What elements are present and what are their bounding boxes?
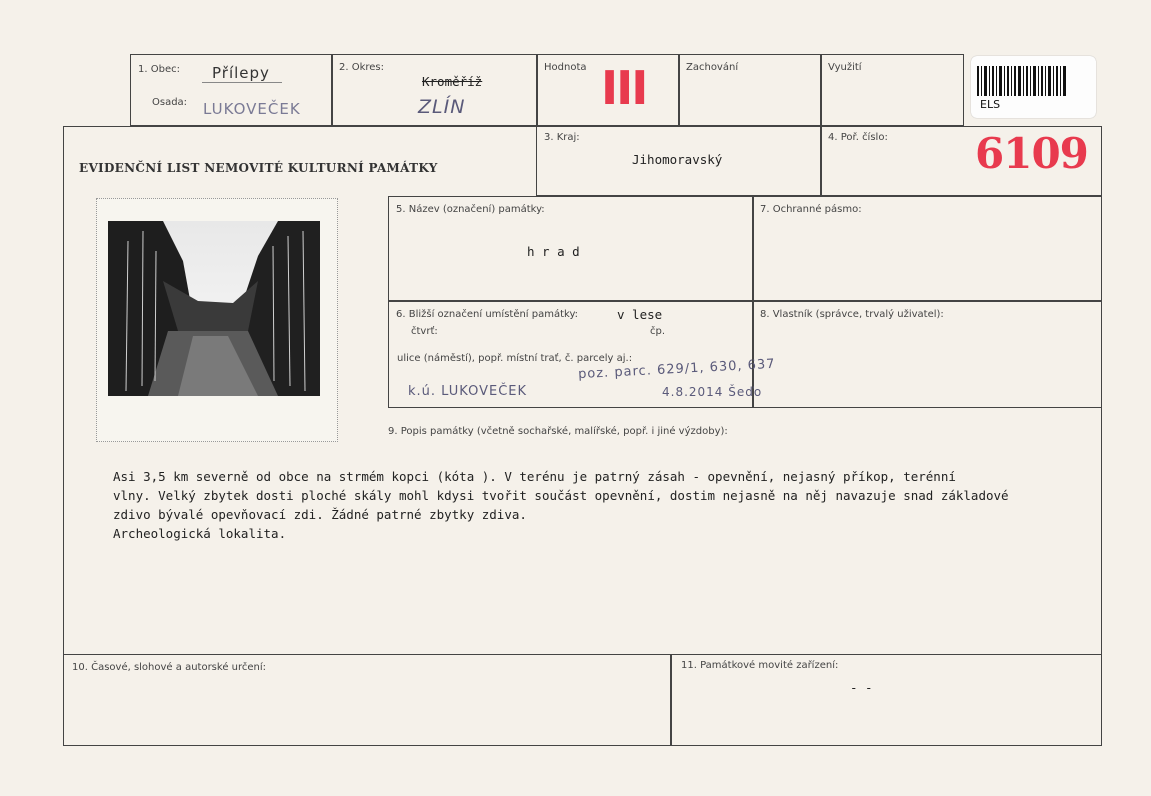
hodnota-value: III [601,61,647,115]
por-cislo-value: 6109 [975,129,1088,178]
popis-text [113,467,1073,543]
cp-label: čp. [650,326,666,337]
movite-value: - - [850,680,873,695]
vlastnik-label: 8. Vlastník (správce, trvalý uživatel): [760,309,944,320]
ochranne-label: 7. Ochranné pásmo: [760,204,862,215]
hodnota-label: Hodnota [544,62,587,73]
parcely-hand: poz. parc. 629/1, 630, 637 [577,356,776,383]
okres-value-new: ZLÍN [418,96,466,118]
obec-value: Přílepy [212,64,270,82]
okres-label: 2. Okres: [339,62,385,73]
barcode-sticker [971,56,1096,118]
umisteni-label: 6. Bližší označení umístění památky: [396,309,579,320]
page-title: EVIDENČNÍ LIST NEMOVITÉ KULTURNÍ PAMÁTKY [79,161,438,175]
popis-line: zdivo bývalé opevňovací zdi. Žádné patrné zbytky zdiva. [113,507,527,522]
zachovani-label: Zachování [686,62,739,73]
popis-line: Asi 3,5 km severně od obce na strmém kopci (kóta ). V terénu je patrný zásah - opevnění, nejasný příkop, terénní [113,469,956,484]
forest-photo [108,221,320,396]
umisteni-value: v lese [617,307,663,322]
kraj-label: 3. Kraj: [544,132,580,143]
vyuziti-label: Využití [828,62,862,73]
osada-label: Osada: [152,97,188,108]
ulice-label: ulice (náměstí), popř. místní trať, č. parcely aj.: [397,353,633,364]
nazev-label: 5. Název (označení) památky: [396,204,545,215]
nazev-value: h r a d [527,244,580,259]
osada-value: LUKOVEČEK [203,100,301,118]
popis-label: 9. Popis památky (včetně sochařské, malířské, popř. i jiné výzdoby): [388,426,728,437]
date-hand: 4.8.2014 Šeďo [662,385,763,399]
popis-line: vlny. Velký zbytek dosti ploché skály mohl kdysi tvořit součást opevnění, dostim nejasně na něj navazuje snad základové [113,488,1009,503]
barcode-icon [977,66,1069,96]
obec-underline [202,82,282,83]
obec-label: 1. Obec: [138,64,180,75]
okres-value-old: Kroměříž [422,74,483,89]
casove-label: 10. Časové, slohové a autorské určení: [72,662,267,673]
por-cislo-label: 4. Poř. číslo: [828,132,888,143]
popis-line: Archeologická lokalita. [113,526,287,541]
barcode-text: ELS [980,98,1001,111]
ctvrt-label: čtvrť: [411,326,438,337]
kraj-value: Jihomoravský [632,152,723,167]
ku-hand: k.ú. LUKOVEČEK [408,384,528,399]
movite-label: 11. Památkové movité zařízení: [681,660,839,671]
